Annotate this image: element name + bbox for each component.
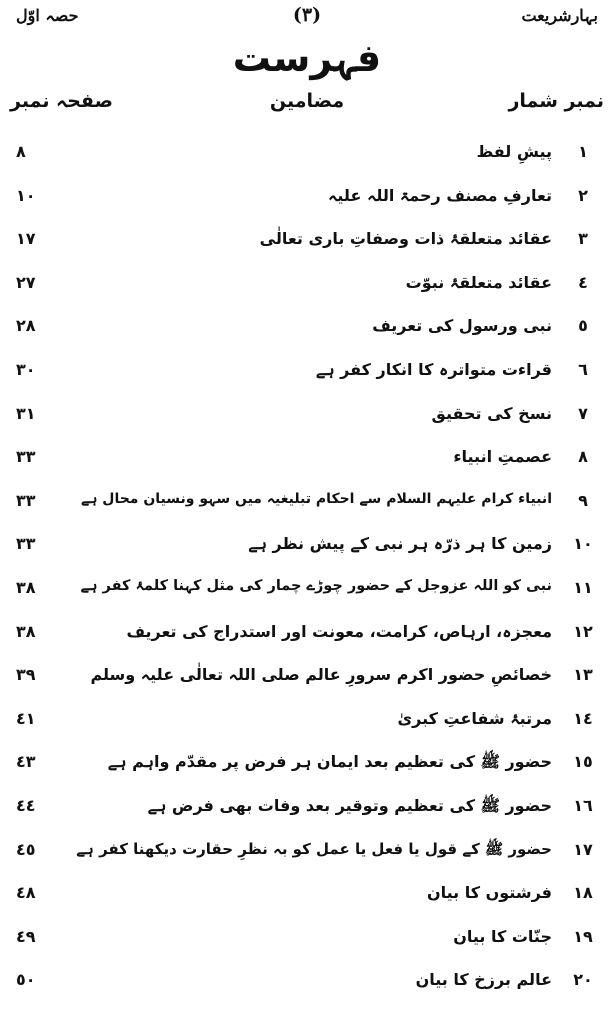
entry-number: ٤ (578, 272, 588, 292)
entry-number: ٢٠ (573, 970, 593, 990)
entry-page: ١٧ (16, 229, 36, 249)
entry-subject: حضور ﷺ کے قول یا فعل یا عمل کو بہ نظرِ حقارت دیکھنا کفر ہے (76, 839, 552, 858)
entry-page: ٣٩ (16, 665, 36, 685)
entry-page: ٣٣ (16, 447, 36, 467)
list-item (0, 832, 614, 876)
column-headers (0, 90, 614, 120)
entry-subject: معجزہ، ارہاص، کرامت، معونت اور استدراج کی تعریف (126, 621, 552, 641)
book-title: بہارشریعت (521, 6, 598, 25)
entry-subject: عالم برزخ کا بیان (415, 970, 552, 990)
entry-number: ١٨ (573, 883, 593, 903)
entry-number: ١ (578, 142, 588, 161)
entry-number: ١١ (573, 577, 593, 597)
entry-page: ٣٣ (16, 490, 36, 510)
list-item (0, 788, 614, 832)
list-item (0, 265, 614, 309)
entry-subject: جنّات کا بیان (453, 926, 552, 946)
entry-subject: تعارفِ مصنف رحمۃ اللہ علیہ (328, 185, 552, 205)
entry-page: ٣٠ (16, 359, 36, 379)
entry-subject: عصمتِ انبیاء (453, 447, 552, 467)
list-item (0, 483, 614, 527)
list-item (0, 221, 614, 265)
page-number: (٣) (292, 4, 322, 26)
entry-subject: خصائصِ حضور اکرم سرورِ عالم صلی اللہ تعالٰی علیہ وسلم (90, 665, 552, 685)
entry-number: ٨ (578, 447, 588, 467)
entry-number: ١٩ (573, 926, 593, 946)
column-header-page: صفحہ نمبر (10, 90, 113, 112)
list-item (0, 962, 614, 1006)
entry-number: ٦ (578, 359, 588, 379)
entry-subject: نبی ورسول کی تعریف (372, 316, 552, 336)
entry-page: ٢٨ (16, 316, 36, 336)
entry-number: ٧ (578, 403, 588, 423)
list-item (0, 352, 614, 396)
entry-page: ٥٠ (16, 970, 36, 990)
list-item (0, 134, 614, 178)
entry-subject: حضور ﷺ کی تعظیم بعد ایمان ہر فرض پر مقدّم واہم ہے (107, 752, 552, 772)
list-item (0, 875, 614, 919)
entry-subject: فرشتوں کا بیان (426, 883, 552, 903)
entry-page: ٣٣ (16, 534, 36, 554)
entry-page: ٤١ (16, 708, 36, 728)
part-label: حصہ اوّل (16, 6, 79, 25)
entry-subject: نسخ کی تحقیق (431, 403, 552, 423)
entry-number: ٣ (578, 229, 588, 249)
entry-page: ٣١ (16, 403, 36, 423)
column-header-number: نمبر شمار (508, 90, 604, 112)
entry-page: ٣٨ (16, 577, 36, 597)
entry-page: ٨ (16, 142, 26, 161)
entry-number: ١٥ (573, 752, 593, 772)
list-item (0, 614, 614, 658)
entry-number: ١٠ (573, 534, 593, 554)
entry-page: ٤٤ (16, 795, 36, 815)
list-item (0, 919, 614, 963)
entry-page: ١٠ (16, 185, 36, 205)
entry-subject: زمین کا ہر ذرّہ ہر نبی کے پیش نظر ہے (248, 534, 552, 554)
list-item (0, 701, 614, 745)
column-header-subject: مضامین (269, 90, 345, 112)
list-item (0, 526, 614, 570)
entry-page: ٢٧ (16, 272, 36, 292)
entry-subject: مرتبۂ شفاعتِ کبریٰ (397, 708, 552, 728)
entry-page: ٤٨ (16, 883, 36, 903)
list-item (0, 396, 614, 440)
entry-number: ١٤ (573, 708, 593, 728)
list-item (0, 570, 614, 614)
entry-page: ٤٥ (16, 839, 36, 859)
entry-number: ١٧ (573, 839, 593, 859)
entry-number: ١٣ (573, 665, 593, 685)
entry-number: ١٢ (573, 621, 593, 641)
entry-subject: انبیاء کرام علیہم السلام سے احکام تبلیغیہ میں سہو ونسیان محال ہے (81, 490, 552, 507)
contents-list (0, 134, 614, 1006)
entry-page: ٣٨ (16, 621, 36, 641)
entry-number: ٢ (578, 185, 588, 205)
entry-subject: عقائد متعلقۂ ذات وصفاتِ باری تعالٰی (259, 229, 552, 249)
entry-subject: نبی کو اللہ عزوجل کے حضور چوڑے چمار کی مثل کہنا کلمۂ کفر ہے (80, 577, 552, 594)
entry-number: ٩ (578, 490, 588, 510)
entry-subject: عقائد متعلقۂ نبوّت (405, 272, 552, 292)
page-title: فہرست (232, 36, 382, 80)
list-item (0, 744, 614, 788)
entry-number: ١٦ (573, 795, 593, 815)
entry-page: ٤٩ (16, 926, 36, 946)
entry-subject: حضور ﷺ کی تعظیم وتوقیر بعد وفات بھی فرض ہے (147, 795, 552, 815)
entry-subject: پیشِ لفظ (476, 142, 552, 161)
entry-subject: قراءت متواترہ کا انکار کفر ہے (315, 359, 552, 379)
list-item (0, 308, 614, 352)
list-item (0, 178, 614, 222)
list-item (0, 439, 614, 483)
list-item (0, 657, 614, 701)
entry-number: ٥ (578, 316, 588, 336)
entry-page: ٤٣ (16, 752, 36, 772)
page-header (0, 0, 614, 34)
